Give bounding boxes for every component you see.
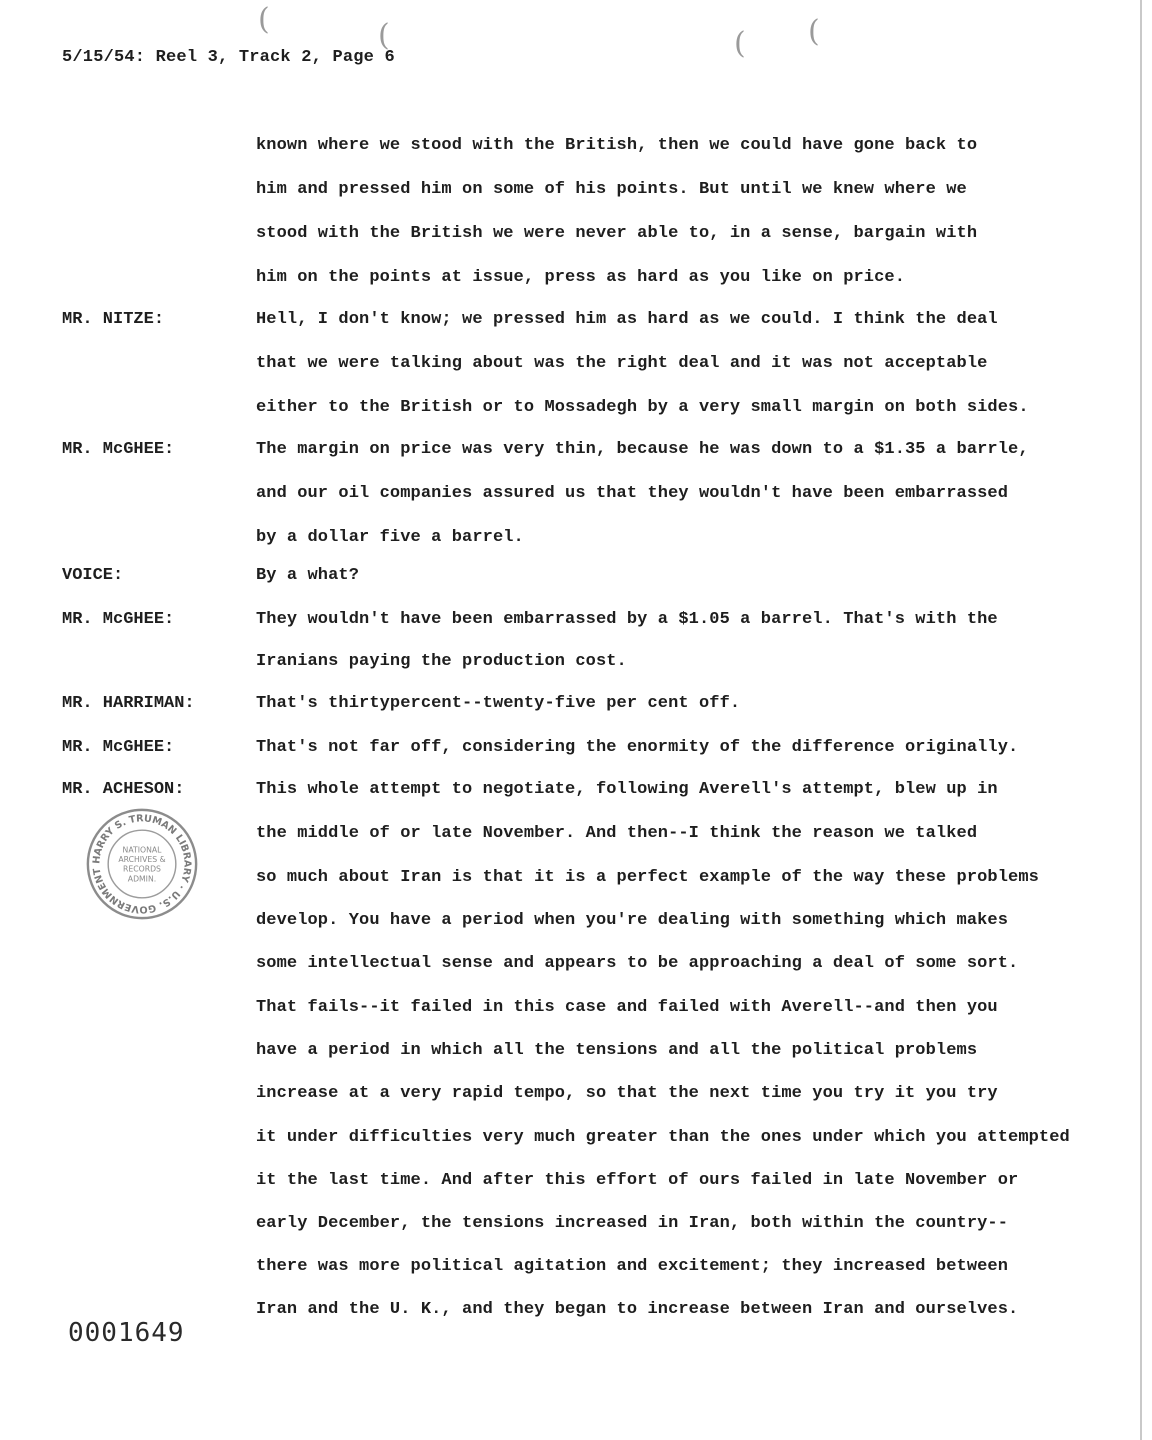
transcript-line: That's not far off, considering the enormity of the difference originally. <box>256 738 1019 757</box>
margin-mark: ( <box>378 18 390 53</box>
transcript-line: there was more political agitation and excitement; they increased between <box>256 1257 1009 1276</box>
library-stamp <box>84 806 200 922</box>
transcript-line: have a period in which all the tensions and all the political problems <box>256 1041 978 1060</box>
transcript-line: By a what? <box>256 566 360 585</box>
stamp-outer-text: HARRY S. TRUMAN LIBRARY · U.S. GOVERNMENT <box>91 813 193 915</box>
stamp-inner-line: ARCHIVES & <box>118 855 166 865</box>
transcript-line: This whole attempt to negotiate, following Averell's attempt, blew up in <box>256 780 998 799</box>
transcript-line: develop. You have a period when you're dealing with something which makes <box>256 911 1009 930</box>
transcript-line: Iran and the U. K., and they began to increase between Iran and ourselves. <box>256 1300 1019 1319</box>
transcript-line: increase at a very rapid tempo, so that the next time you try it you try <box>256 1084 998 1103</box>
transcript-line: Iranians paying the production cost. <box>256 652 627 671</box>
transcript-line: stood with the British we were never able to, in a sense, bargain with <box>256 224 978 243</box>
transcript-line: They wouldn't have been embarrassed by a $1.05 a barrel. That's with the <box>256 610 998 629</box>
speaker-label: MR. NITZE: <box>62 310 165 329</box>
margin-mark: ( <box>734 26 746 61</box>
transcript-line: that we were talking about was the right deal and it was not acceptable <box>256 354 988 373</box>
transcript-line: it under difficulties very much greater than the ones under which you attempted <box>256 1128 1070 1147</box>
transcript-line: some intellectual sense and appears to be approaching a deal of some sort. <box>256 954 1019 973</box>
margin-mark: ( <box>808 14 820 49</box>
stamp-inner-line: RECORDS <box>123 864 161 874</box>
transcript-line: by a dollar five a barrel. <box>256 528 524 547</box>
document-number: 0001649 <box>68 1318 185 1348</box>
transcript-line: him and pressed him on some of his points. But until we knew where we <box>256 180 967 199</box>
transcript-line: early December, the tensions increased in Iran, both within the country-- <box>256 1214 1009 1233</box>
stamp-inner-line: ADMIN. <box>127 874 157 884</box>
transcript-line: so much about Iran is that it is a perfect example of the way these problems <box>256 868 1039 887</box>
margin-mark: ( <box>258 2 270 37</box>
speaker-label: MR. HARRIMAN: <box>62 694 195 713</box>
transcript-line: Hell, I don't know; we pressed him as hard as we could. I think the deal <box>256 310 998 329</box>
transcript-line: known where we stood with the British, then we could have gone back to <box>256 136 978 155</box>
page-header: 5/15/54: Reel 3, Track 2, Page 6 <box>62 48 395 67</box>
speaker-label: MR. McGHEE: <box>62 610 175 629</box>
transcript-line: it the last time. And after this effort of ours failed in late November or <box>256 1171 1019 1190</box>
transcript-line: That's thirtypercent--twenty-five per cent off. <box>256 694 741 713</box>
transcript-line: either to the British or to Mossadegh by a very small margin on both sides. <box>256 398 1029 417</box>
transcript-line: The margin on price was very thin, because he was down to a $1.35 a barrle, <box>256 440 1029 459</box>
page-edge <box>1140 0 1142 1440</box>
speaker-label: MR. McGHEE: <box>62 440 175 459</box>
transcript-line: the middle of or late November. And then--I think the reason we talked <box>256 824 978 843</box>
stamp-inner-line: NATIONAL <box>122 845 162 855</box>
transcript-line: and our oil companies assured us that they wouldn't have been embarrassed <box>256 484 1009 503</box>
speaker-label: VOICE: <box>62 566 124 585</box>
speaker-label: MR. ACHESON: <box>62 780 185 799</box>
transcript-line: That fails--it failed in this case and failed with Averell--and then you <box>256 998 998 1017</box>
transcript-line: him on the points at issue, press as hard as you like on price. <box>256 268 906 287</box>
speaker-label: MR. McGHEE: <box>62 738 175 757</box>
